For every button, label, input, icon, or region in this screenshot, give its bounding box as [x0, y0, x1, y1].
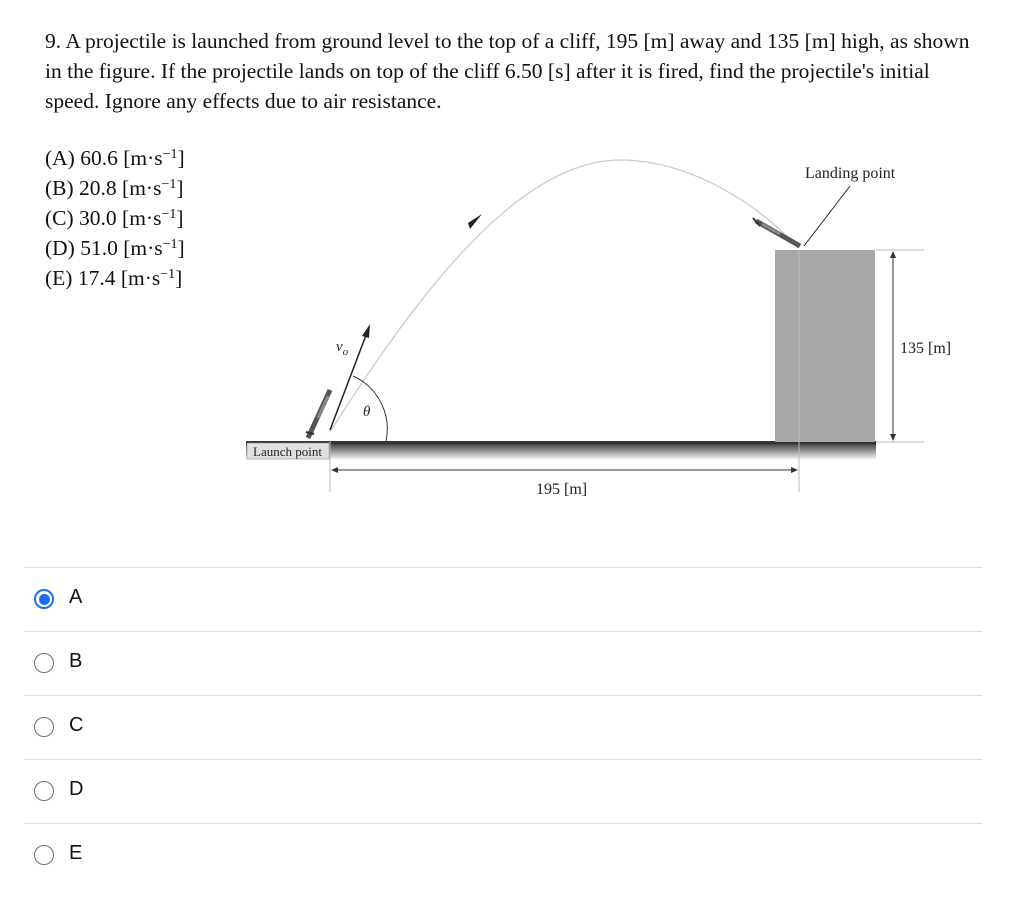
question-text: 9. A projectile is launched from ground level to the top of a cliff, 195 [m] away and 135 [m] high, as shown in the figure. If the projectile lands on top of the cliff 6.50 [s] after it is fired, find the projectile's initial speed. Ignore any effects due to air resistance. — [45, 29, 970, 113]
landing-pointer — [804, 186, 850, 246]
choice-e: (E) 17.4 $[m\cdot s^{-1}]$ — [45, 266, 183, 290]
landing-label: Landing point — [805, 165, 896, 182]
height-arrow-down — [890, 434, 896, 441]
answer-label-c: C — [69, 714, 84, 736]
radio-b[interactable] — [34, 653, 54, 673]
answer-label-d: D — [69, 778, 84, 800]
height-label: 135 [m] — [900, 340, 952, 357]
trajectory-arrow — [468, 214, 482, 229]
velocity-label: $v_o$ — [336, 339, 349, 358]
cliff — [775, 250, 875, 442]
answer-option-a[interactable] — [24, 567, 982, 631]
answer-options — [24, 567, 982, 887]
answer-label-b: B — [69, 650, 83, 672]
distance-arrow-right — [791, 467, 798, 473]
trajectory-path — [330, 160, 798, 432]
choice-d: (D) 51.0 $[m\cdot s^{-1}]$ — [45, 236, 185, 260]
answer-option-e[interactable] — [24, 823, 982, 887]
radio-c[interactable] — [34, 717, 54, 737]
choice-b: (B) 20.8 $[m\cdot s^{-1}]$ — [45, 176, 184, 200]
distance-arrow-left — [331, 467, 338, 473]
choice-c: (C) 30.0 $[m\cdot s^{-1}]$ — [45, 206, 184, 230]
ground-shadow — [246, 444, 876, 460]
radio-a[interactable] — [34, 589, 54, 609]
answer-option-b[interactable] — [24, 631, 982, 695]
angle-label: θ — [363, 404, 371, 420]
rocket-landing — [753, 218, 800, 246]
radio-e[interactable] — [34, 845, 54, 865]
answer-option-d[interactable] — [24, 759, 982, 823]
answer-label-a: A — [69, 586, 83, 608]
answer-option-c[interactable] — [24, 695, 982, 759]
radio-d[interactable] — [34, 781, 54, 801]
velocity-arrowhead — [362, 324, 370, 338]
launch-label: Launch point — [253, 444, 322, 459]
distance-label: 195 [m] — [536, 481, 588, 498]
choice-a: (A) 60.6 $[m\cdot s^{-1}]$ — [45, 146, 185, 170]
height-arrow-up — [890, 251, 896, 258]
rocket-launch — [306, 390, 330, 438]
answer-label-e: E — [69, 842, 83, 864]
